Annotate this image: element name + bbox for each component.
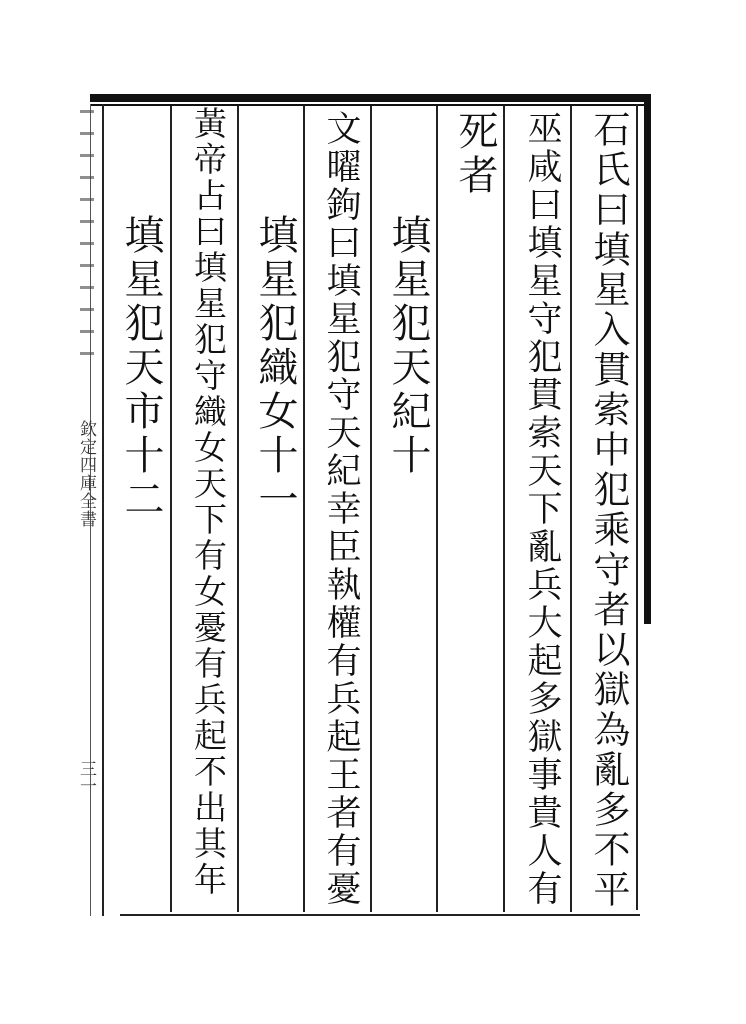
column-rule [303,106,305,912]
column-rule [436,106,438,912]
text-column-2: 巫咸曰填星守犯貫索天下亂兵大起多獄事貴人有 [522,110,562,908]
top-frame-border [90,94,650,102]
text-column-7: 黃帝占曰填星犯守織女天下有女憂有兵起不出其年 [189,106,228,898]
text-column-5: 文曜鉤曰填星犯守天紀幸臣執權有兵起王者有憂 [321,110,361,908]
column-rule [503,106,505,912]
gutter-line [102,104,104,916]
text-column-4-heading: 填星犯天紀十 [385,214,431,478]
column-rule [170,106,172,912]
text-column-1: 石氏曰填星入貫索中犯乘守者以獄為亂多不平 [587,110,630,910]
text-column-8-heading: 填星犯天市十二 [118,214,164,522]
text-column-6-heading: 填星犯織女十一 [252,214,298,522]
column-rule [370,106,372,912]
right-frame-border [644,94,651,624]
margin-page-number: 三一 [76,760,96,794]
fish-tail-mark [80,110,94,370]
margin-book-title: 欽定四庫全書 [76,420,96,528]
text-column-3: 死者 [452,110,498,198]
column-rule [237,106,239,912]
bottom-frame-line [120,914,640,916]
column-rule [570,106,572,912]
right-frame-inner-line [636,104,638,910]
